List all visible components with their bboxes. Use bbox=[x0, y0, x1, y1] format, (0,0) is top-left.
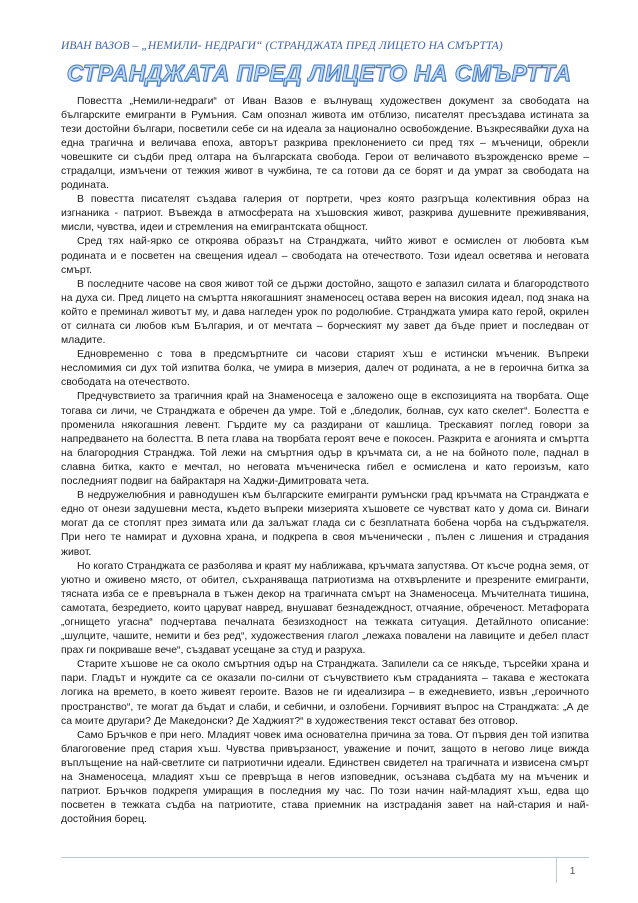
paragraph: В недружелюбния и равнодушен към българските емигранти румънски град кръчмата на Странджата е едно от онези задушевни места, където въпреки мизерията хъшовете се чувстват като у дома си. Винаги могат да се стоплят през зимата или да залъжат глада си с безплатната бобена чорба на съдържателя. При него те намират и духовна храна, и подкрепа в своя мъченически , пълен с лишения и страдания живот. bbox=[61, 490, 589, 558]
paragraph: Само Бръчков е при него. Младият човек има основателна причина за това. От първия ден той изпитва благоговение пред стария хъш. Чувства привързаност, уважение и почит, защото в негово лице вижда въплъщение на най-светлите си патриотични идеали. Единствен свидетел на трагичната и извисена смърт на Знаменосеца, младият хъш се превръща в негов изповедник, осъзнава съдбата му на мъченик и патриот. Бръчков подкрепя умиращия в последния му час. По този начин най-младият хъш, едва що посветен в тежката съдба на патриотите, става приемник на изстраданія завет на най-стария и най-достойния борец. bbox=[61, 729, 589, 826]
paragraph: Но когато Странджата се разболява и краят му наближава, кръчмата запустява. От късче родна земя, от уютно и оживено място, от обител, съхраняваща патриотизма на отхвърлените и презрените емигранти, тясната изба се е превърнала в тъжен декор на трагичната смърт на Знаменосеца. Мъчителната тишина, самотата, безредието, които царуват навред, внушават безнадеждност, отчаяние, обреченост. Метафората „огнището угасна“ подчертава печалната безизходност на тежката ситуация. Детайлното описание: „шулците, чашите, немити и без ред“, художествения глагол „лежаха повалени на лавиците и дебел пласт прах ги покриваше вече“, създават усещане за студ и разруха. bbox=[61, 560, 589, 657]
paragraph: Предчувствието за трагичния край на Знаменосеца е заложено още в експозицията на творбата. Още тогава си личи, че Странджата е обречен да умре. Той е „бледолик, болнав, сух като скелет“. Болестта е променила някогашния левент. Гърдите му са раздирани от кашлица. Трескавият поглед говори за напредването на болестта. В пета глава на творбата героят вече е покосен. Разкрита е агонията и смъртта на благородния Странджа. Той лежи на смъртния одър в кръчмата си, а не на бойното поле, паднал в славна битка, както е мечтал, но неговата мъченическа гибел е осмислена и като героизъм, като последният подвиг на байрактаря на Хаджи-Димитровата чета. bbox=[61, 391, 589, 488]
page-number: 1 bbox=[569, 866, 576, 877]
paragraph: Сред тях най-ярко се откроява образът на Странджата, чийто живот е осмислен от любовта към родината и е посветен на свещения идеал – свободата на отечеството. Този идеал осветява и неговата смърт. bbox=[61, 236, 589, 276]
footer-divider bbox=[61, 857, 589, 858]
paragraph: В повестта писателят създава галерия от портрети, чрез която разгръща колективния образ на изгнаника - патриот. Въвежда в атмосферата на хъшовския живот, разкрива душевните преживявания, мисли, чувства, идеи и стремления на емигрантската общност. bbox=[61, 194, 589, 234]
document-title: СТРАНДЖАТА ПРЕД ЛИЦЕТО НА СМЪРТТА bbox=[66, 60, 572, 86]
paragraph: Повестта „Немили-недраги“ от Иван Вазов е вълнуващ художествен документ за свободата на българските емигранти в Румъния. Сам опознал живота им отблизо, писателят пресъздава истината за тези достойни българи, посветили себе си на идеала за национално освобождение. Възкресявайки духа на една трагична и величава епоха, авторът разкрива преклонението си пред тях – мъченици, обрекли човешките си съдби пред олтара на българската свобода. Герои от величавото възрожденско време – страдалци, измъчени от тежкия живот в чужбина, те са готови да се борят и да умрат за свободата на родината. bbox=[61, 95, 589, 192]
running-header: ИВАН ВАЗОВ – „НЕМИЛИ- НЕДРАГИ“ (СТРАНДЖАТА ПРЕД ЛИЦЕТО НА СМЪРТТА) bbox=[61, 40, 503, 52]
document-body bbox=[61, 95, 589, 828]
paragraph: Едновременно с това в предсмъртните си часови старият хъш е истински мъченик. Въпреки несломимия си дух той изпитва болка, че умира в мизерия, далеч от родината, а не в героична битка за свободата на отечеството. bbox=[61, 349, 589, 389]
paragraph: Старите хъшове не са около смъртния одър на Странджата. Запилели са се някъде, търсейки храна и пари. Гладът и нуждите са се оказали по-силни от съчувствието към страданията – такава е жестоката логика на времето, в което живеят героите. Вазов не ги идеализира – в ежедневието, извън „героичното пространство“, те могат да бъдат и слаби, и себични, и озлобени. Горчивият въпрос на Странджата: „А де са моите другари? Де Македонски? Де Хаджият?“ в художествения текст остават без отговор. bbox=[61, 659, 589, 727]
paragraph: В последните часове на своя живот той се държи достойно, защото е запазил силата и благородството на духа си. Пред лицето на смъртта някогашният знаменосец остава верен на високия идеал, под знака на който е преминал животът му, и дава нагледен урок по родолюбие. Странджата умира като герой, окрилен от силната си любов към България, и от мечтата – борческият му завет да бъде приет и последван от младите. bbox=[61, 278, 589, 347]
